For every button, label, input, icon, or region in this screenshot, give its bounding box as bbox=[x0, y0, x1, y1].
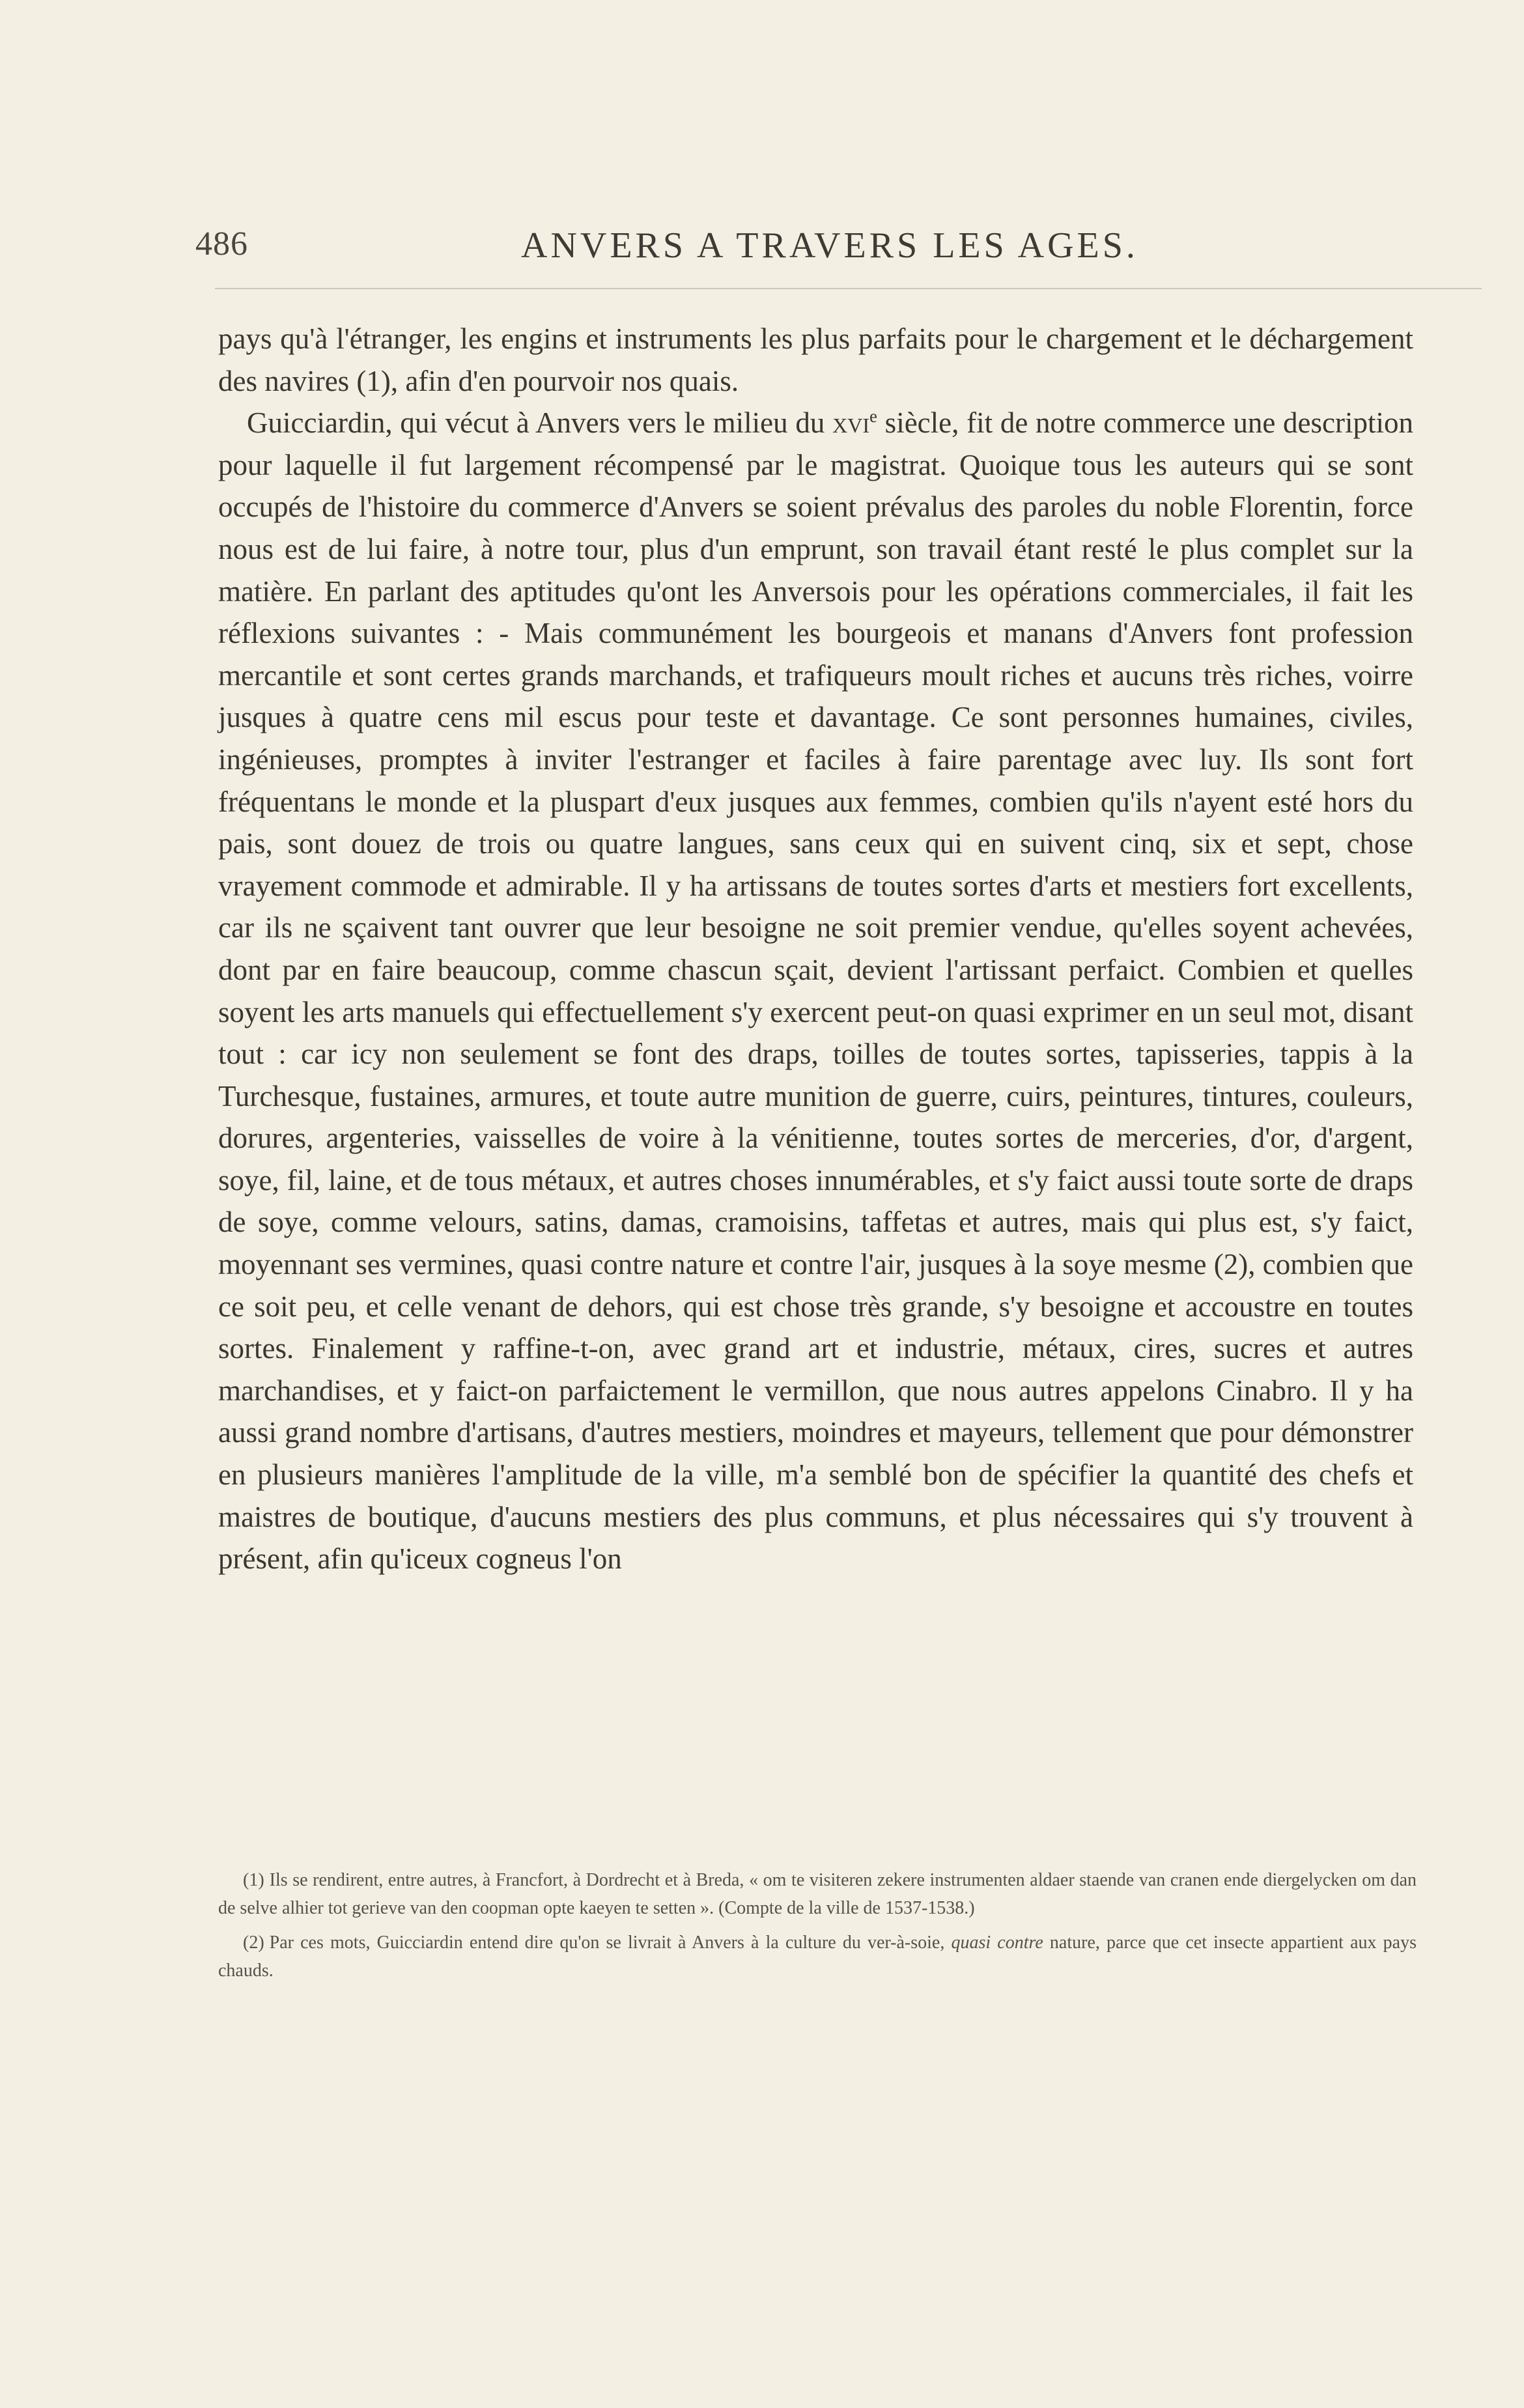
footnote-2-text-start: Par ces mots, Guicciardin entend dire qu'on se livrait à Anvers à la culture du ver-à-soie, bbox=[269, 1933, 952, 1953]
footnote-2 bbox=[218, 1929, 1417, 1985]
footnote-2-ref: (2) bbox=[243, 1933, 264, 1953]
footnote-1 bbox=[218, 1866, 1417, 1922]
paragraph-2-rest: siècle, fit de notre commerce une description pour laquelle il fut largement récompensé par le magistrat. Quoique tous les auteurs qui se sont occupés de l'histoire du commerce d'Anvers se soient prévalus des paroles du noble Florentin, force nous est de lui faire, à notre tour, plus d'un emprunt, son travail étant resté le plus complet sur la matière. En parlant des aptitudes qu'ont les Anversois pour les opérations commerciales, il fait les réflexions suivantes : - Mais communément les bourgeois et manans d'Anvers font profession mercantile et sont certes grands marchands, et trafiqueurs moult riches et aucuns très riches, voirre jusques à quatre cens mil escus pour teste et davantage. Ce sont personnes humaines, civiles, ingénieuses, promptes à inviter l'estranger et faciles à faire parentage avec luy. Ils sont fort fréquentans le monde et la pluspart d'eux jusques aux femmes, combien qu'ils n'ayent esté hors du pais, sont douez de trois ou quatre langues, sans ceux qui en suivent cinq, six et sept, chose vrayement commode et admirable. Il y ha artissans de toutes sortes d'arts et mestiers fort excellents, car ils ne sçaivent tant ouvrer que leur besoigne ne soit premier vendue, qu'elles soyent achevées, dont par en faire beaucoup, comme chascun sçait, devient l'artissant perfaict. Combien et quelles soyent les arts manuels qui effectuellement s'y exercent peut-on quasi exprimer en un seul mot, disant tout : car icy non seulement se font des draps, toilles de toutes sortes, tapisseries, tappis à la Turchesque, fustaines, armures, et toute autre munition de guerre, cuirs, peintures, tintures, couleurs, dorures, argenteries, vaisselles de voire à la vénitienne, toutes sortes de merceries, d'or, d'argent, soye, fil, laine, et de tous métaux, et autres choses innumérables, et s'y faict aussi toute sorte de draps de soye, comme velours, satins, damas, cramoisins, taffetas et autres, mais qui plus est, s'y faict, moyennant ses vermines, quasi contre nature et contre l'air, jusques à la soye mesme (2), combien que ce soit peu, et celle venant de dehors, qui est chose très grande, s'y besoigne et accoustre en toutes sortes. Finalement y raffine-t-on, avec grand art et industrie, métaux, cires, sucres et autres marchandises, et y faict-on parfaictement le vermillon, que nous autres appelons Cinabro. Il y ha aussi grand nombre d'artisans, d'autres mestiers, moindres et mayeurs, tellement que pour démonstrer en plusieurs manières l'amplitude de la ville, m'a semblé bon de spécifier la quantité des chefs et maistres de boutique, d'aucuns mestiers des plus communs, et plus nécessaires qui s'y trouvent à présent, afin qu'iceux cogneus l'on bbox=[218, 406, 1413, 1576]
footnotes bbox=[218, 1866, 1417, 1991]
page-number: 486 bbox=[195, 225, 248, 262]
main-text bbox=[218, 318, 1413, 1580]
paragraph-2-start: Guicciardin, qui vécut à Anvers vers le milieu du bbox=[247, 406, 833, 440]
footnote-2-italic: quasi contre bbox=[951, 1933, 1043, 1953]
footnote-1-ref: (1) bbox=[243, 1870, 264, 1890]
century-superscript: e bbox=[869, 406, 877, 427]
paragraph-2 bbox=[218, 402, 1413, 1580]
header-rule bbox=[215, 288, 1482, 289]
footnote-1-text: Ils se rendirent, entre autres, à Francfort, à Dordrecht et à Breda, « om te visiteren zekere instrumenten aldaer staende van cranen ende diergelycken om dan de selve alhier tot gerieve van den coopman opte kaeyen te setten ». (Compte de la ville de 1537-1538.) bbox=[218, 1870, 1417, 1918]
running-title: ANVERS A TRAVERS LES AGES. bbox=[521, 225, 1138, 266]
footnote-2-text-end: nature, parce que cet insecte appartient aux pays chauds. bbox=[218, 1933, 1417, 1981]
paragraph-1: pays qu'à l'étranger, les engins et instruments les plus parfaits pour le chargement et le déchargement des navires (1), afin d'en pourvoir nos quais. bbox=[218, 322, 1413, 397]
century-numeral: xvi bbox=[832, 406, 869, 440]
